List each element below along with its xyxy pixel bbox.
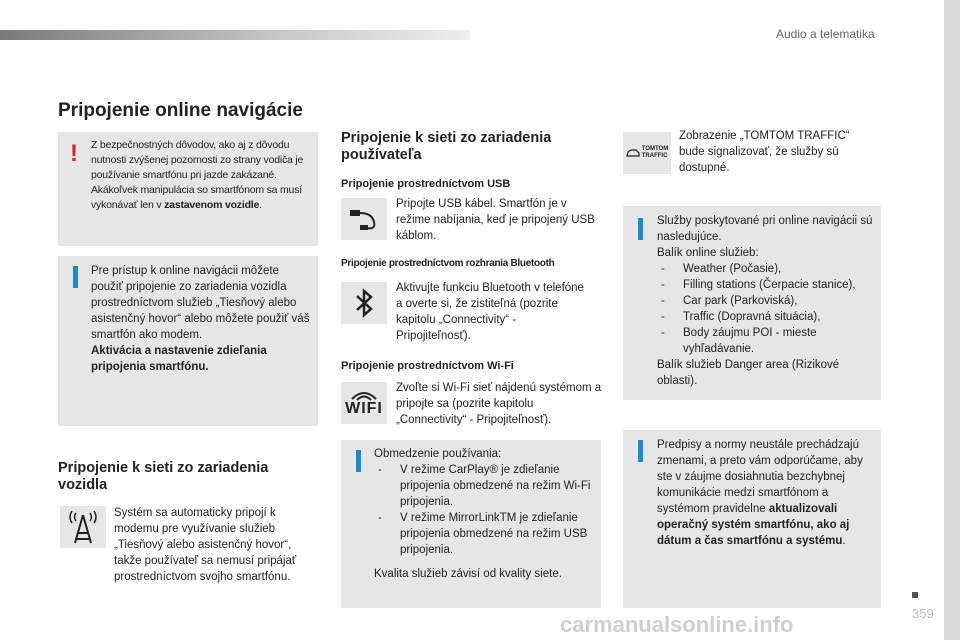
watermark: carmanualsonline.info: [560, 612, 794, 637]
bluetooth-icon-box: [341, 282, 387, 324]
bluetooth-text: Aktivujte funkciu Bluetooth v telefóne a overte si, že zistiteľná (pozrite kapitolu „Connectivity“ - Pripojiteľnosť).: [396, 282, 584, 342]
usb-cable-icon: [346, 204, 382, 234]
limits-item: - V režime MirrorLinkTM je zdieľanie pripojenia obmedzené na režim USB pripojenia.: [374, 510, 598, 558]
info-icon: [638, 218, 643, 240]
user-section-title: Pripojenie k sieti zo zariadenia používateľa: [341, 130, 552, 163]
wifi-icon-box: [341, 382, 387, 424]
vehicle-section-title: Pripojenie k sieti zo zariadenia vozidla: [58, 460, 269, 493]
info-icon: [356, 450, 361, 472]
services-pack-danger: Balík služieb Danger area (Rizikové oblasti).: [657, 359, 840, 387]
services-content: [657, 213, 879, 389]
warning-icon: !: [70, 140, 78, 167]
service-item: - Body záujmu POI - mieste vyhľadávanie.: [657, 325, 879, 357]
page-edge-strip: [944, 0, 960, 640]
info-icon: [73, 266, 78, 288]
wifi-title: Pripojenie prostredníctvom Wi-Fi: [341, 360, 514, 372]
bluetooth-title: Pripojenie prostredníctvom rozhrania Bluetooth: [341, 258, 555, 269]
info-access-text: Pre prístup k online navigácii môžete použiť pripojenie zo zariadenia vozidla prostredníctvom služieb „Tiesňový alebo asistenčný hovor“ alebo môžete použiť váš smartfón ako modem. Aktivácia a nastavenie zdieľania pripojenia smartfónu.: [91, 265, 310, 373]
chapter-header: Audio a telematika: [776, 27, 875, 41]
limits-title: Obmedzenie používania:: [374, 448, 502, 460]
services-intro: Služby poskytované pri online navigácii sú nasledujúce.: [657, 215, 873, 243]
service-item: - Filling stations (Čerpacie stanice),: [657, 277, 879, 293]
wifi-icon-label: WIFI: [345, 400, 383, 417]
services-pack-online: Balík online služieb:: [657, 247, 759, 259]
info-icon: [638, 440, 643, 462]
page-number: 359: [912, 606, 934, 621]
antenna-icon-box: [60, 506, 106, 548]
usb-title: Pripojenie prostredníctvom USB: [341, 178, 511, 190]
limits-content: [374, 446, 598, 582]
antenna-icon: [66, 509, 100, 545]
limits-footer: Kvalita služieb závisí od kvality siete.: [374, 568, 562, 580]
vehicle-section-text: Systém sa automaticky pripojí k modemu pre využívanie služieb „Tiesňový alebo asistenčný hovor“, takže používateľ sa nemusí pripájať prostredníctvom svojho smartfónu.: [114, 507, 297, 583]
rules-text: Predpisy a normy neustále prechádzajú zmenami, a preto vám odporúčame, aby ste v záujme dosiahnutia bezchybnej komunikácie medzi smartfónom a systémom pravidelne aktualizovali operačný systém smartfónu, ako aj dátum a čas smartfónu a systému.: [657, 439, 863, 547]
page-marker: [912, 592, 918, 598]
wifi-text: Zvoľte si Wi-Fi sieť nájdenú systémom a pripojte sa (pozrite kapitolu „Connectivity“ - Pripojiteľnosť).: [396, 382, 602, 426]
bluetooth-icon: [353, 288, 375, 318]
tomtom-text: Zobrazenie „TOMTOM TRAFFIC“ bude signalizovať, že služby sú dostupné.: [679, 130, 850, 174]
usb-text: Pripojte USB kábel. Smartfón je v režime nabíjania, keď je pripojený USB káblom.: [396, 198, 595, 242]
top-gradient-bar: [0, 30, 470, 40]
tomtom-icon-line2: TRAFFIC: [641, 153, 668, 159]
warning-text: Z bezpečnostných dôvodov, ako aj z dôvodu nutnosti zvýšenej pozornosti zo strany vodiča je používanie smartfónu pri jazde zakázané. Akákoľvek manipulácia so smartfónom sa musí vykonávať len v zastavenom vozidle.: [91, 139, 304, 211]
page-title: Pripojenie online navigácie: [58, 100, 303, 121]
usb-icon-box: [341, 198, 387, 240]
tomtom-icon-line1: TOMTOM: [641, 146, 669, 152]
service-item: - Car park (Parkoviská),: [657, 293, 879, 309]
tomtom-icon-box: [623, 132, 671, 174]
service-item: - Weather (Počasie),: [657, 261, 879, 277]
service-item: - Traffic (Dopravná situácia),: [657, 309, 879, 325]
car-icon: [626, 148, 640, 158]
limits-item: - V režime CarPlay® je zdieľanie pripojenia obmedzené na režim Wi-Fi pripojenia.: [374, 462, 598, 510]
